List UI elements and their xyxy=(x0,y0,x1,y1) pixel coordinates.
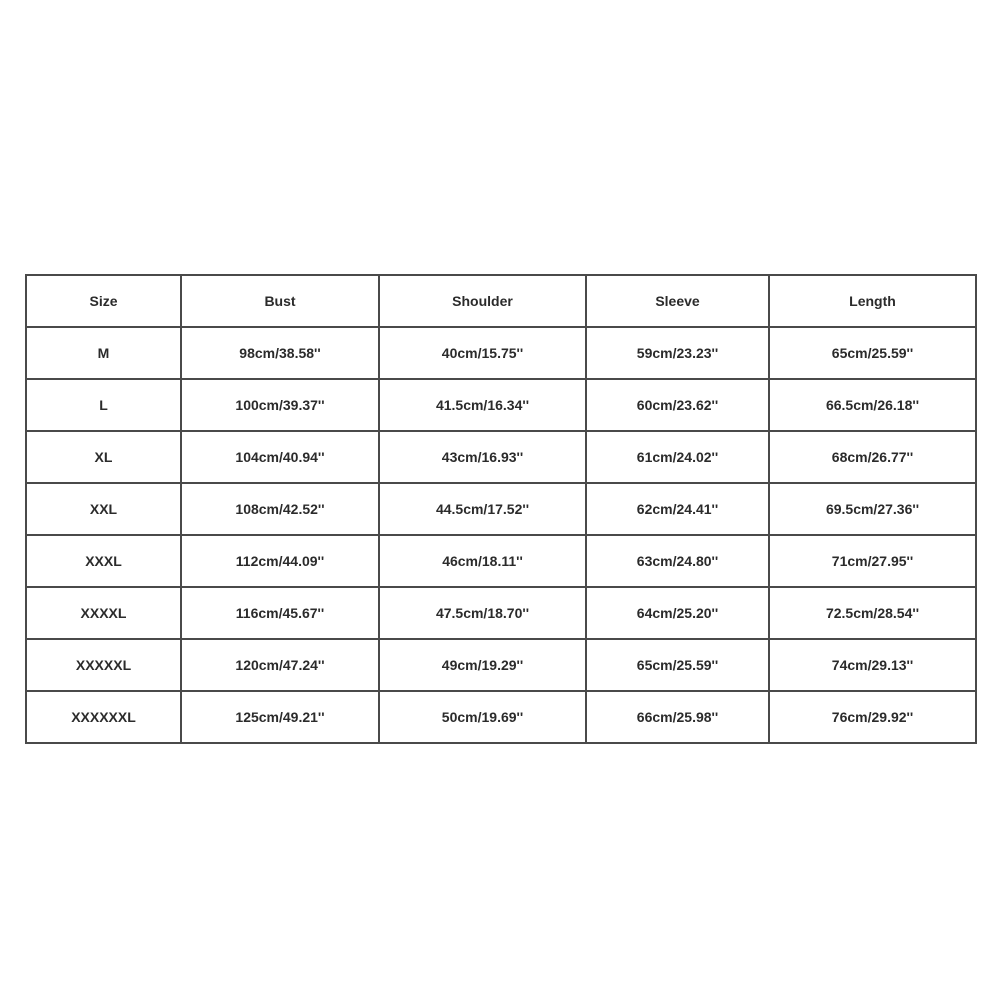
size-chart-body xyxy=(26,327,976,743)
cell-length: 66.5cm/26.18'' xyxy=(769,379,976,431)
table-row xyxy=(26,483,976,535)
cell-bust: 120cm/47.24'' xyxy=(181,639,379,691)
table-row xyxy=(26,639,976,691)
cell-shoulder: 44.5cm/17.52'' xyxy=(379,483,586,535)
table-row xyxy=(26,535,976,587)
cell-sleeve: 63cm/24.80'' xyxy=(586,535,769,587)
cell-shoulder: 40cm/15.75'' xyxy=(379,327,586,379)
table-row xyxy=(26,691,976,743)
cell-size: L xyxy=(26,379,181,431)
cell-bust: 108cm/42.52'' xyxy=(181,483,379,535)
cell-shoulder: 47.5cm/18.70'' xyxy=(379,587,586,639)
cell-length: 74cm/29.13'' xyxy=(769,639,976,691)
cell-length: 71cm/27.95'' xyxy=(769,535,976,587)
cell-sleeve: 60cm/23.62'' xyxy=(586,379,769,431)
header-bust: Bust xyxy=(181,275,379,327)
cell-bust: 112cm/44.09'' xyxy=(181,535,379,587)
cell-shoulder: 43cm/16.93'' xyxy=(379,431,586,483)
cell-size: XXXXL xyxy=(26,587,181,639)
size-chart-table xyxy=(25,274,977,744)
cell-shoulder: 41.5cm/16.34'' xyxy=(379,379,586,431)
cell-size: XXXL xyxy=(26,535,181,587)
cell-bust: 104cm/40.94'' xyxy=(181,431,379,483)
table-row xyxy=(26,431,976,483)
table-row xyxy=(26,587,976,639)
cell-sleeve: 61cm/24.02'' xyxy=(586,431,769,483)
cell-size: XXL xyxy=(26,483,181,535)
cell-sleeve: 59cm/23.23'' xyxy=(586,327,769,379)
cell-sleeve: 64cm/25.20'' xyxy=(586,587,769,639)
cell-shoulder: 49cm/19.29'' xyxy=(379,639,586,691)
cell-sleeve: 66cm/25.98'' xyxy=(586,691,769,743)
cell-length: 72.5cm/28.54'' xyxy=(769,587,976,639)
cell-size: M xyxy=(26,327,181,379)
header-sleeve: Sleeve xyxy=(586,275,769,327)
cell-bust: 98cm/38.58'' xyxy=(181,327,379,379)
cell-sleeve: 62cm/24.41'' xyxy=(586,483,769,535)
cell-shoulder: 50cm/19.69'' xyxy=(379,691,586,743)
header-row xyxy=(26,275,976,327)
cell-size: XL xyxy=(26,431,181,483)
size-chart-header xyxy=(26,275,976,327)
cell-shoulder: 46cm/18.11'' xyxy=(379,535,586,587)
header-size: Size xyxy=(26,275,181,327)
cell-size: XXXXXL xyxy=(26,639,181,691)
cell-length: 76cm/29.92'' xyxy=(769,691,976,743)
cell-bust: 125cm/49.21'' xyxy=(181,691,379,743)
table-row xyxy=(26,327,976,379)
cell-bust: 100cm/39.37'' xyxy=(181,379,379,431)
cell-length: 69.5cm/27.36'' xyxy=(769,483,976,535)
header-shoulder: Shoulder xyxy=(379,275,586,327)
cell-bust: 116cm/45.67'' xyxy=(181,587,379,639)
header-length: Length xyxy=(769,275,976,327)
table-row xyxy=(26,379,976,431)
cell-size: XXXXXXL xyxy=(26,691,181,743)
cell-length: 65cm/25.59'' xyxy=(769,327,976,379)
cell-length: 68cm/26.77'' xyxy=(769,431,976,483)
cell-sleeve: 65cm/25.59'' xyxy=(586,639,769,691)
